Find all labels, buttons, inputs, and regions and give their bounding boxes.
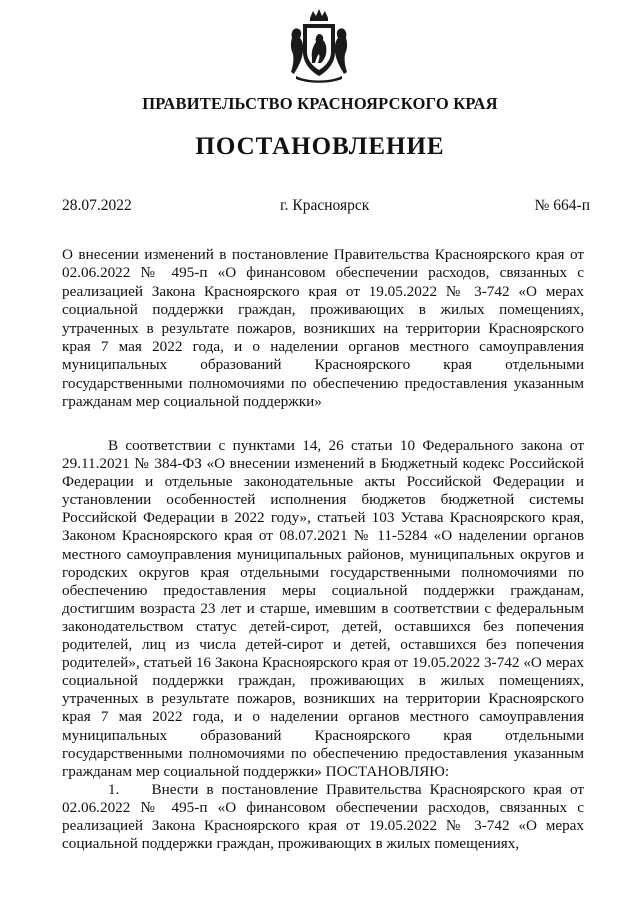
government-title: ПРАВИТЕЛЬСТВО КРАСНОЯРСКОГО КРАЯ bbox=[142, 94, 498, 113]
coat-of-arms-icon bbox=[288, 8, 350, 84]
preamble-paragraph: В соответствии с пунктами 14, 26 статьи 10 Федерального закона от 29.11.2021 № 384-ФЗ «О внесении изменений в Бюджетный кодекс Российской Федерации и отдельные законодательные акты Российской Федерации и установлении особенностей исполнения бюджетов бюджетной системы Российской Федерации в 2022 году», статьей 103 Устава Красноярского края, Законом Красноярского края от 08.07.2021 № 11-5284 «О наделении органов местного самоуправления муниципальных районов, муниципальных округов и городских округов края отдельными государственными полномочиями по обеспечению предоставления меры социальной поддержки гражданам, достигшим возраста 23 лет и старше, имевшим в соответствии с федеральным законодательством статус детей-сирот, детей, оставшихся без попечения родителей, лиц из числа детей-сирот и детей, оставшихся без попечения родителей», статьей 16 Закона Красноярского края от 19.05.2022 3-742 «О мерах социальной поддержки граждан, проживающих в жилых помещениях, утраченных в результате пожаров, возникших на территории Красноярского края 7 мая 2022 года, и о наделении органов местного самоуправления муниципальных образований Красноярского края отдельными государственными полномочиями по обеспечению предоставления указанным гражданам мер социальной поддержки» ПОСТАНОВЛЯЮ: bbox=[62, 437, 584, 780]
document-date: 28.07.2022 bbox=[62, 197, 132, 214]
document-type-title: ПОСТАНОВЛЕНИЕ bbox=[195, 133, 445, 160]
document-number: № 664-п bbox=[534, 197, 590, 214]
clause-1-number: 1. bbox=[108, 780, 120, 798]
clause-1-text: Внести в постановление Правительства Красноярского края от 02.06.2022 № 495-п «О финансовом обеспечении расходов, связанных с реализацией Закона Красноярского края от 19.05.2022 № 3-742 «О мерах социальной поддержки граждан, проживающих в жилых помещениях, bbox=[62, 780, 584, 853]
clause-1-paragraph bbox=[62, 781, 584, 853]
document-meta-row bbox=[62, 197, 590, 219]
document-body bbox=[62, 437, 584, 853]
document-subject: О внесении изменений в постановление Правительства Красноярского края от 02.06.2022 № 495-п «О финансовом обеспечении расходов, связанных с реализацией Закона Красноярского края от 19.05.2022 № 3-742 «О мерах социальной поддержки граждан, проживающих в жилых помещениях, утраченных в результате пожаров, возникших на территории Красноярского края 7 мая 2022 года, и о наделении органов местного самоуправления муниципальных образований Красноярского края отдельными государственными полномочиями по обеспечению предоставления указанным гражданам мер социальной поддержки» bbox=[62, 246, 584, 411]
document-city: г. Красноярск bbox=[280, 197, 370, 214]
